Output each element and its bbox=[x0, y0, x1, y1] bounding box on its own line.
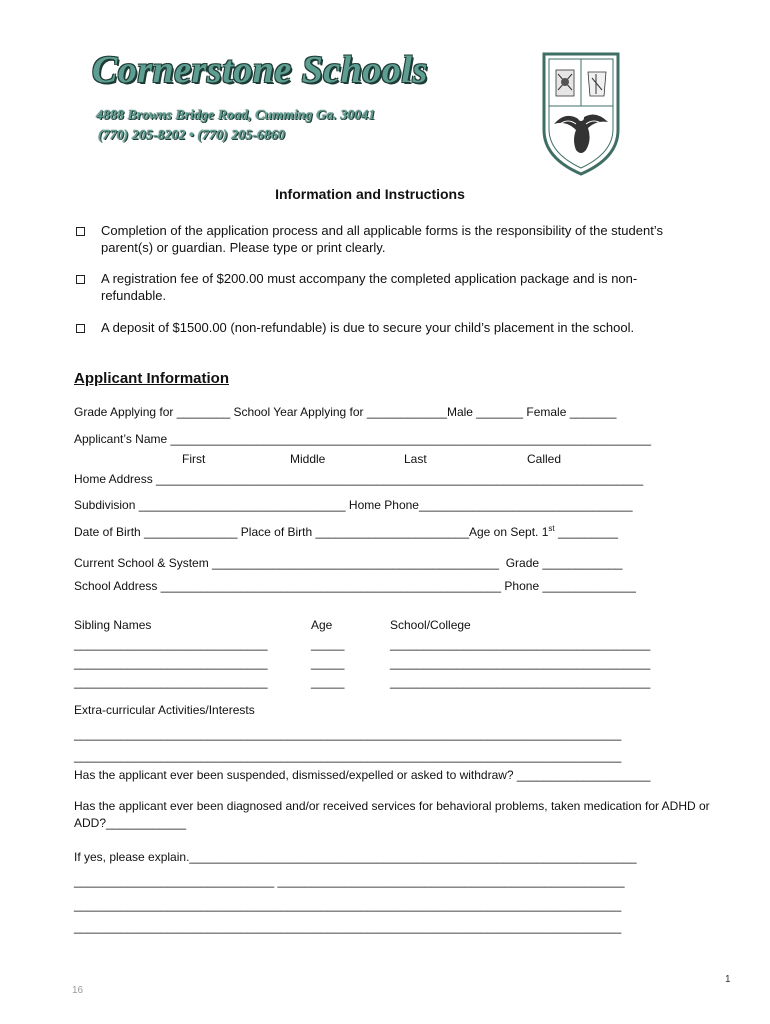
explain-field[interactable]: If yes, please explain.___________________________________________________________________ bbox=[74, 850, 637, 864]
current-school-field[interactable]: Current School & System ___________________________________________ Grade ____________ bbox=[74, 556, 623, 570]
sibling-school-field[interactable]: _______________________________________ bbox=[390, 656, 651, 670]
sibling-name-field[interactable]: _____________________________ bbox=[74, 637, 268, 651]
name-first-label: First bbox=[182, 452, 206, 466]
dob-line-text: Date of Birth ______________ Place of Birth _______________________Age on Sept. 1 bbox=[74, 525, 549, 539]
sibling-age-field[interactable]: _____ bbox=[311, 675, 345, 689]
name-last-label: Last bbox=[404, 452, 427, 466]
date-of-birth-field[interactable] bbox=[74, 524, 618, 539]
extracurricular-label: Extra-curricular Activities/Interests bbox=[74, 703, 255, 717]
dob-superscript: st bbox=[548, 524, 555, 533]
instruction-item: A deposit of $1500.00 (non-refundable) is due to secure your child’s placement in the school. bbox=[101, 320, 635, 335]
extracurricular-field[interactable]: __________________________________________________________________________________ bbox=[74, 727, 622, 741]
sibling-name-field[interactable]: _____________________________ bbox=[74, 675, 268, 689]
school-address-field[interactable]: School Address ___________________________________________________ Phone ______________ bbox=[74, 579, 636, 593]
sibling-age-header: Age bbox=[311, 618, 333, 632]
school-phones: (770) 205-8202 • (770) 205-6860 bbox=[98, 128, 285, 143]
sibling-name-field[interactable]: _____________________________ bbox=[74, 656, 268, 670]
sibling-school-header: School/College bbox=[390, 618, 471, 632]
extracurricular-field[interactable]: __________________________________________________________________________________ bbox=[74, 749, 622, 763]
page-number-left: 16 bbox=[72, 985, 84, 996]
school-name: Cornerstone Schools bbox=[92, 49, 428, 91]
school-address: 4888 Browns Bridge Road, Cumming Ga. 30041 bbox=[96, 108, 376, 123]
diagnosed-question-field[interactable]: Has the applicant ever been diagnosed and/or received services for behavioral problems, taken medication for ADHD or ADD?____________ bbox=[74, 799, 710, 830]
explain-field[interactable]: __________________________________________________________________________________ bbox=[74, 898, 622, 912]
bullet-checkbox-icon bbox=[76, 275, 85, 284]
instruction-item: A registration fee of $200.00 must accompany the completed application package and is non-refundable. bbox=[101, 271, 638, 303]
name-called-label: Called bbox=[527, 452, 562, 466]
school-crest-shield-icon bbox=[536, 50, 626, 183]
sibling-names-header: Sibling Names bbox=[74, 618, 152, 632]
applicant-name-field[interactable]: Applicant’s Name ________________________________________________________________________ bbox=[74, 432, 652, 446]
page-number-right: 1 bbox=[725, 974, 731, 985]
explain-field[interactable]: ______________________________ ____________________________________________________ bbox=[74, 874, 625, 888]
instruction-item: Completion of the application process and all applicable forms is the responsibility of the student’s parent(s) or guardian. Please type or print clearly. bbox=[101, 223, 663, 255]
applicant-information-heading: Applicant Information bbox=[74, 370, 229, 387]
dob-age-blank: _________ bbox=[554, 525, 619, 539]
sibling-school-field[interactable]: _______________________________________ bbox=[390, 675, 651, 689]
sibling-school-field[interactable]: _______________________________________ bbox=[390, 637, 651, 651]
suspended-question-field[interactable]: Has the applicant ever been suspended, dismissed/expelled or asked to withdraw? ____________________ bbox=[74, 768, 651, 782]
bullet-checkbox-icon bbox=[76, 324, 85, 333]
subdivision-home-phone-field[interactable]: Subdivision _______________________________ Home Phone________________________________ bbox=[74, 498, 633, 512]
grade-applying-field[interactable]: Grade Applying for ________ School Year Applying for ____________Male _______ Female _______ bbox=[74, 405, 617, 419]
instructions-title: Information and Instructions bbox=[275, 186, 465, 202]
sibling-age-field[interactable]: _____ bbox=[311, 656, 345, 670]
bullet-checkbox-icon bbox=[76, 227, 85, 236]
explain-field[interactable]: __________________________________________________________________________________ bbox=[74, 920, 622, 934]
sibling-age-field[interactable]: _____ bbox=[311, 637, 345, 651]
home-address-field[interactable]: Home Address _________________________________________________________________________ bbox=[74, 472, 644, 486]
name-middle-label: Middle bbox=[290, 452, 326, 466]
